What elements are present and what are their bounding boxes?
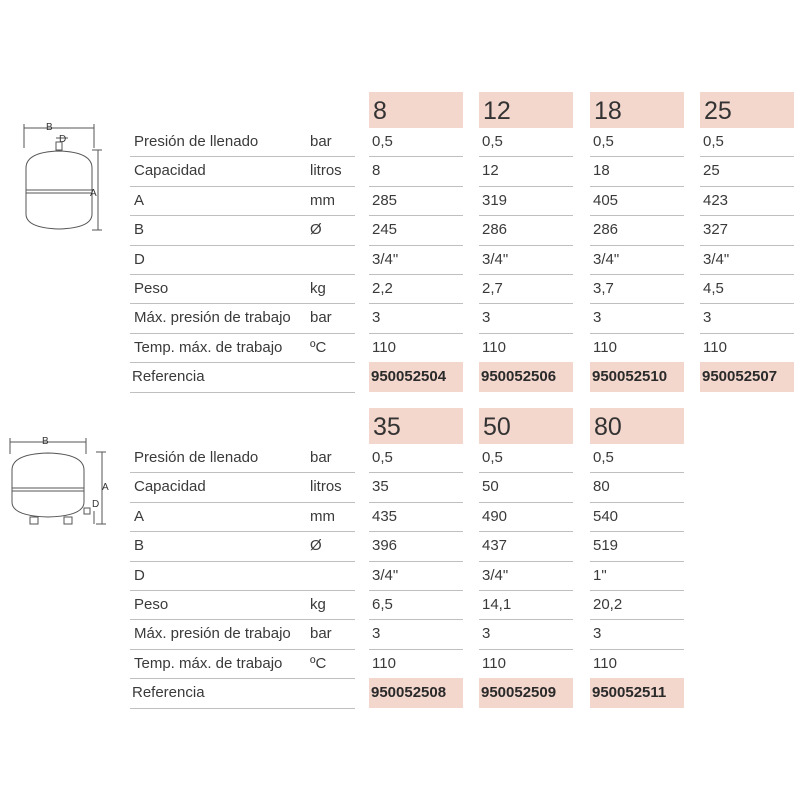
value-cell: 3 bbox=[482, 625, 491, 643]
value-cell: 110 bbox=[593, 654, 617, 672]
row-label: Máx. presión de trabajo bbox=[134, 625, 291, 643]
row-unit: bar bbox=[310, 625, 332, 643]
reference-code: 950052506 bbox=[479, 362, 573, 392]
row-unit: Ø bbox=[310, 537, 322, 555]
row-divider bbox=[369, 156, 463, 157]
model-header: 12 bbox=[479, 92, 573, 128]
reference-code: 950052504 bbox=[369, 362, 463, 392]
value-cell: 286 bbox=[593, 221, 619, 239]
value-cell: 35 bbox=[372, 478, 389, 496]
value-cell: 3/4" bbox=[372, 566, 399, 584]
value-cell: 110 bbox=[703, 338, 727, 356]
row-unit: kg bbox=[310, 596, 326, 613]
value-cell: 3 bbox=[372, 625, 381, 643]
diagram-label-d: D bbox=[92, 499, 100, 510]
value-cell: 50 bbox=[482, 478, 499, 496]
value-cell: 14,1 bbox=[482, 596, 512, 613]
value-cell: 1" bbox=[593, 566, 607, 584]
value-cell: 2,2 bbox=[372, 280, 393, 297]
value-cell: 110 bbox=[482, 654, 506, 672]
value-cell: 3 bbox=[703, 309, 712, 327]
row-unit: ºC bbox=[310, 654, 327, 672]
row-divider bbox=[700, 303, 794, 304]
value-cell: 285 bbox=[372, 191, 398, 209]
row-divider bbox=[369, 619, 463, 620]
reference-label: Referencia bbox=[132, 684, 205, 702]
value-cell: 0,5 bbox=[372, 449, 393, 466]
value-cell: 3 bbox=[482, 309, 491, 327]
value-cell: 110 bbox=[593, 338, 617, 356]
value-cell: 110 bbox=[372, 338, 396, 356]
reference-code: 950052509 bbox=[479, 678, 573, 708]
row-divider bbox=[130, 561, 355, 562]
value-cell: 8 bbox=[372, 162, 381, 180]
model-header: 25 bbox=[700, 92, 794, 128]
reference-code: 950052511 bbox=[590, 678, 684, 708]
value-cell: 80 bbox=[593, 478, 610, 496]
row-unit: bar bbox=[310, 309, 332, 327]
value-cell: 110 bbox=[482, 338, 506, 356]
value-cell: 423 bbox=[703, 191, 729, 209]
value-cell: 2,7 bbox=[482, 280, 503, 297]
row-label: Presión de llenado bbox=[134, 133, 259, 150]
value-cell: 12 bbox=[482, 162, 499, 180]
row-unit: bar bbox=[310, 133, 332, 150]
value-cell: 3 bbox=[593, 625, 602, 643]
value-cell: 327 bbox=[703, 221, 729, 239]
row-label: A bbox=[134, 507, 145, 525]
value-cell: 3,7 bbox=[593, 280, 614, 297]
value-cell: 20,2 bbox=[593, 596, 623, 613]
value-cell: 3/4" bbox=[482, 566, 509, 584]
value-cell: 3 bbox=[593, 309, 602, 327]
floor-tank-diagram bbox=[4, 432, 108, 532]
row-unit: bar bbox=[310, 449, 332, 466]
row-unit: kg bbox=[310, 280, 326, 297]
row-label: B bbox=[134, 221, 145, 239]
value-cell: 490 bbox=[482, 507, 508, 525]
diagram-label-a: A bbox=[102, 482, 109, 493]
value-cell: 3/4" bbox=[372, 250, 399, 268]
row-divider bbox=[590, 303, 684, 304]
value-cell: 405 bbox=[593, 191, 619, 209]
value-cell: 4,5 bbox=[703, 280, 724, 297]
row-unit: litros bbox=[310, 162, 342, 180]
value-cell: 0,5 bbox=[593, 133, 614, 150]
value-cell: 0,5 bbox=[482, 449, 503, 466]
diagram-label-b: B bbox=[46, 122, 53, 133]
reference-label: Referencia bbox=[132, 368, 205, 386]
row-divider bbox=[369, 303, 463, 304]
reference-code: 950052508 bbox=[369, 678, 463, 708]
diagram-label-a: A bbox=[90, 188, 97, 199]
row-label: Máx. presión de trabajo bbox=[134, 309, 291, 327]
row-divider bbox=[130, 245, 355, 246]
row-label: Capacidad bbox=[134, 478, 206, 496]
value-cell: 3/4" bbox=[593, 250, 620, 268]
value-cell: 0,5 bbox=[482, 133, 503, 150]
row-label: Peso bbox=[134, 596, 169, 613]
value-cell: 435 bbox=[372, 507, 398, 525]
value-cell: 396 bbox=[372, 537, 398, 555]
model-header: 50 bbox=[479, 408, 573, 444]
reference-code: 950052507 bbox=[700, 362, 794, 392]
row-divider bbox=[130, 392, 355, 393]
row-label: Presión de llenado bbox=[134, 449, 259, 466]
value-cell: 110 bbox=[372, 654, 396, 672]
row-label: A bbox=[134, 191, 145, 209]
value-cell: 25 bbox=[703, 162, 720, 180]
row-label: B bbox=[134, 537, 145, 555]
value-cell: 437 bbox=[482, 537, 508, 555]
value-cell: 319 bbox=[482, 191, 508, 209]
diagram-label-b: B bbox=[42, 436, 49, 447]
row-label: Capacidad bbox=[134, 162, 206, 180]
value-cell: 519 bbox=[593, 537, 619, 555]
row-divider bbox=[479, 303, 573, 304]
value-cell: 3/4" bbox=[703, 250, 730, 268]
row-unit: mm bbox=[310, 191, 335, 209]
row-unit: Ø bbox=[310, 221, 322, 239]
row-unit: mm bbox=[310, 507, 335, 525]
value-cell: 245 bbox=[372, 221, 398, 239]
model-header: 18 bbox=[590, 92, 684, 128]
model-header: 8 bbox=[369, 92, 463, 128]
row-label: D bbox=[134, 566, 145, 584]
diagram-label-d: D bbox=[59, 134, 67, 145]
row-label: Temp. máx. de trabajo bbox=[134, 338, 283, 356]
row-divider bbox=[590, 619, 684, 620]
value-cell: 0,5 bbox=[593, 449, 614, 466]
value-cell: 6,5 bbox=[372, 596, 393, 613]
row-label: D bbox=[134, 250, 145, 268]
value-cell: 18 bbox=[593, 162, 610, 180]
value-cell: 3/4" bbox=[482, 250, 509, 268]
vertical-tank-diagram bbox=[12, 118, 107, 238]
model-header: 80 bbox=[590, 408, 684, 444]
model-header: 35 bbox=[369, 408, 463, 444]
row-unit: litros bbox=[310, 478, 342, 496]
value-cell: 3 bbox=[372, 309, 381, 327]
reference-code: 950052510 bbox=[590, 362, 684, 392]
value-cell: 0,5 bbox=[372, 133, 393, 150]
row-divider bbox=[479, 619, 573, 620]
value-cell: 0,5 bbox=[703, 133, 724, 150]
row-divider bbox=[130, 708, 355, 709]
row-label: Temp. máx. de trabajo bbox=[134, 654, 283, 672]
value-cell: 286 bbox=[482, 221, 508, 239]
value-cell: 540 bbox=[593, 507, 619, 525]
row-unit: ºC bbox=[310, 338, 327, 356]
row-label: Peso bbox=[134, 280, 169, 297]
